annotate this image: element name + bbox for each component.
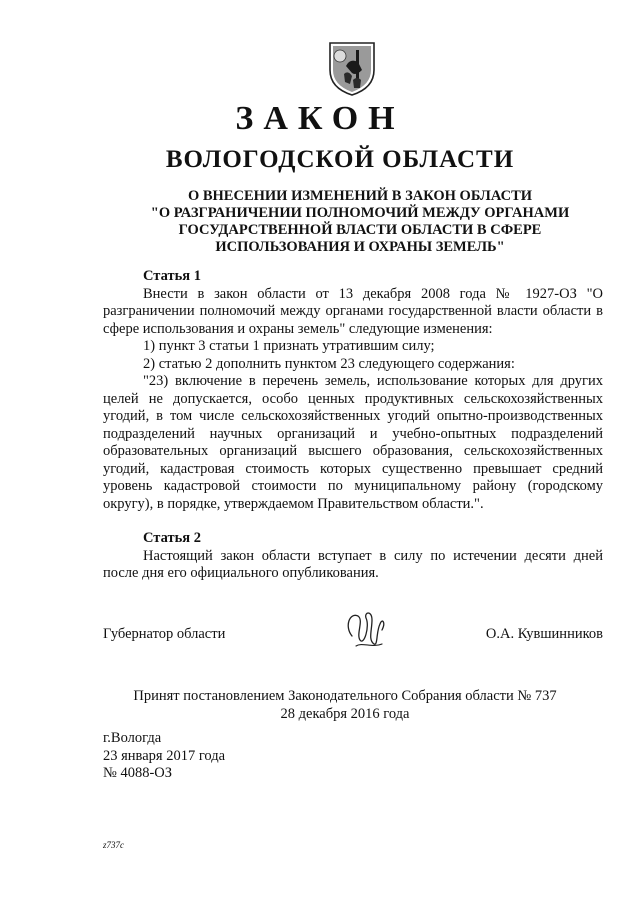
signature-icon <box>342 606 388 652</box>
article-1-item-2: 2) статью 2 дополнить пунктом 23 следующего содержания: <box>143 355 515 372</box>
region-title: ВОЛОГОДСКОЙ ОБЛАСТИ <box>165 146 515 173</box>
article-2-text: Настоящий закон области вступает в силу по истечении десяти дней после дня его официального опубликования. <box>103 547 603 581</box>
article-1 <box>103 268 603 513</box>
adoption-note <box>0 687 640 723</box>
article-1-item-1: 1) пункт 3 статьи 1 признать утратившим силу; <box>143 338 435 354</box>
article-2-heading: Статья 2 <box>143 530 201 546</box>
subject-line: ИСПОЛЬЗОВАНИЯ И ОХРАНЫ ЗЕМЕЛЬ" <box>215 239 505 255</box>
signatory-position: Губернатор области <box>103 626 226 642</box>
subject-line: "О РАЗГРАНИЧЕНИИ ПОЛНОМОЧИЙ МЕЖДУ ОРГАНАМИ <box>150 205 570 221</box>
article-2 <box>103 530 603 583</box>
article-1-heading: Статья 1 <box>143 268 201 284</box>
document-code: z737c <box>103 840 124 850</box>
signatory-name: О.А. Кувшинников <box>485 626 603 642</box>
article-1-intro: Внести в закон области от 13 декабря 2008 года № 1927-ОЗ "О разграничении полномочий между органами государственной власти области в сфере использования и охраны земель" следующие изменения: <box>103 285 603 337</box>
article-1-item-23: "23) включение в перечень земель, использование которых для других целей не допускается, особо ценных продуктивных сельскохозяйственных угодий, в том числе сельскохозяйственных угодий опытно-производственных подразделений научных организаций и учебно-опытных подразделений образовательных организаций высшего образования, сельскохозяйственных угодий, кадастровая стоимость которых существенно превышает средний уровень кадастровой стоимости по муниципальному району (городскому округу), в порядке, утверждаемом Правительством области.". <box>103 373 603 512</box>
city: г.Вологда <box>103 730 162 746</box>
place-and-date <box>103 730 225 783</box>
subject-line: ГОСУДАРСТВЕННОЙ ВЛАСТИ ОБЛАСТИ В СФЕРЕ <box>178 222 542 238</box>
law-title: ЗАКОН <box>235 100 405 137</box>
law-number: № 4088-ОЗ <box>103 765 173 781</box>
law-subject <box>120 188 600 256</box>
coat-of-arms-icon <box>326 40 378 98</box>
signing-date: 23 января 2017 года <box>103 747 226 764</box>
adoption-line-2: 28 декабря 2016 года <box>280 706 410 722</box>
adoption-line-1: Принят постановлением Законодательного Собрания области № 737 <box>133 688 557 704</box>
subject-line: О ВНЕСЕНИИ ИЗМЕНЕНИЙ В ЗАКОН ОБЛАСТИ <box>187 188 533 204</box>
